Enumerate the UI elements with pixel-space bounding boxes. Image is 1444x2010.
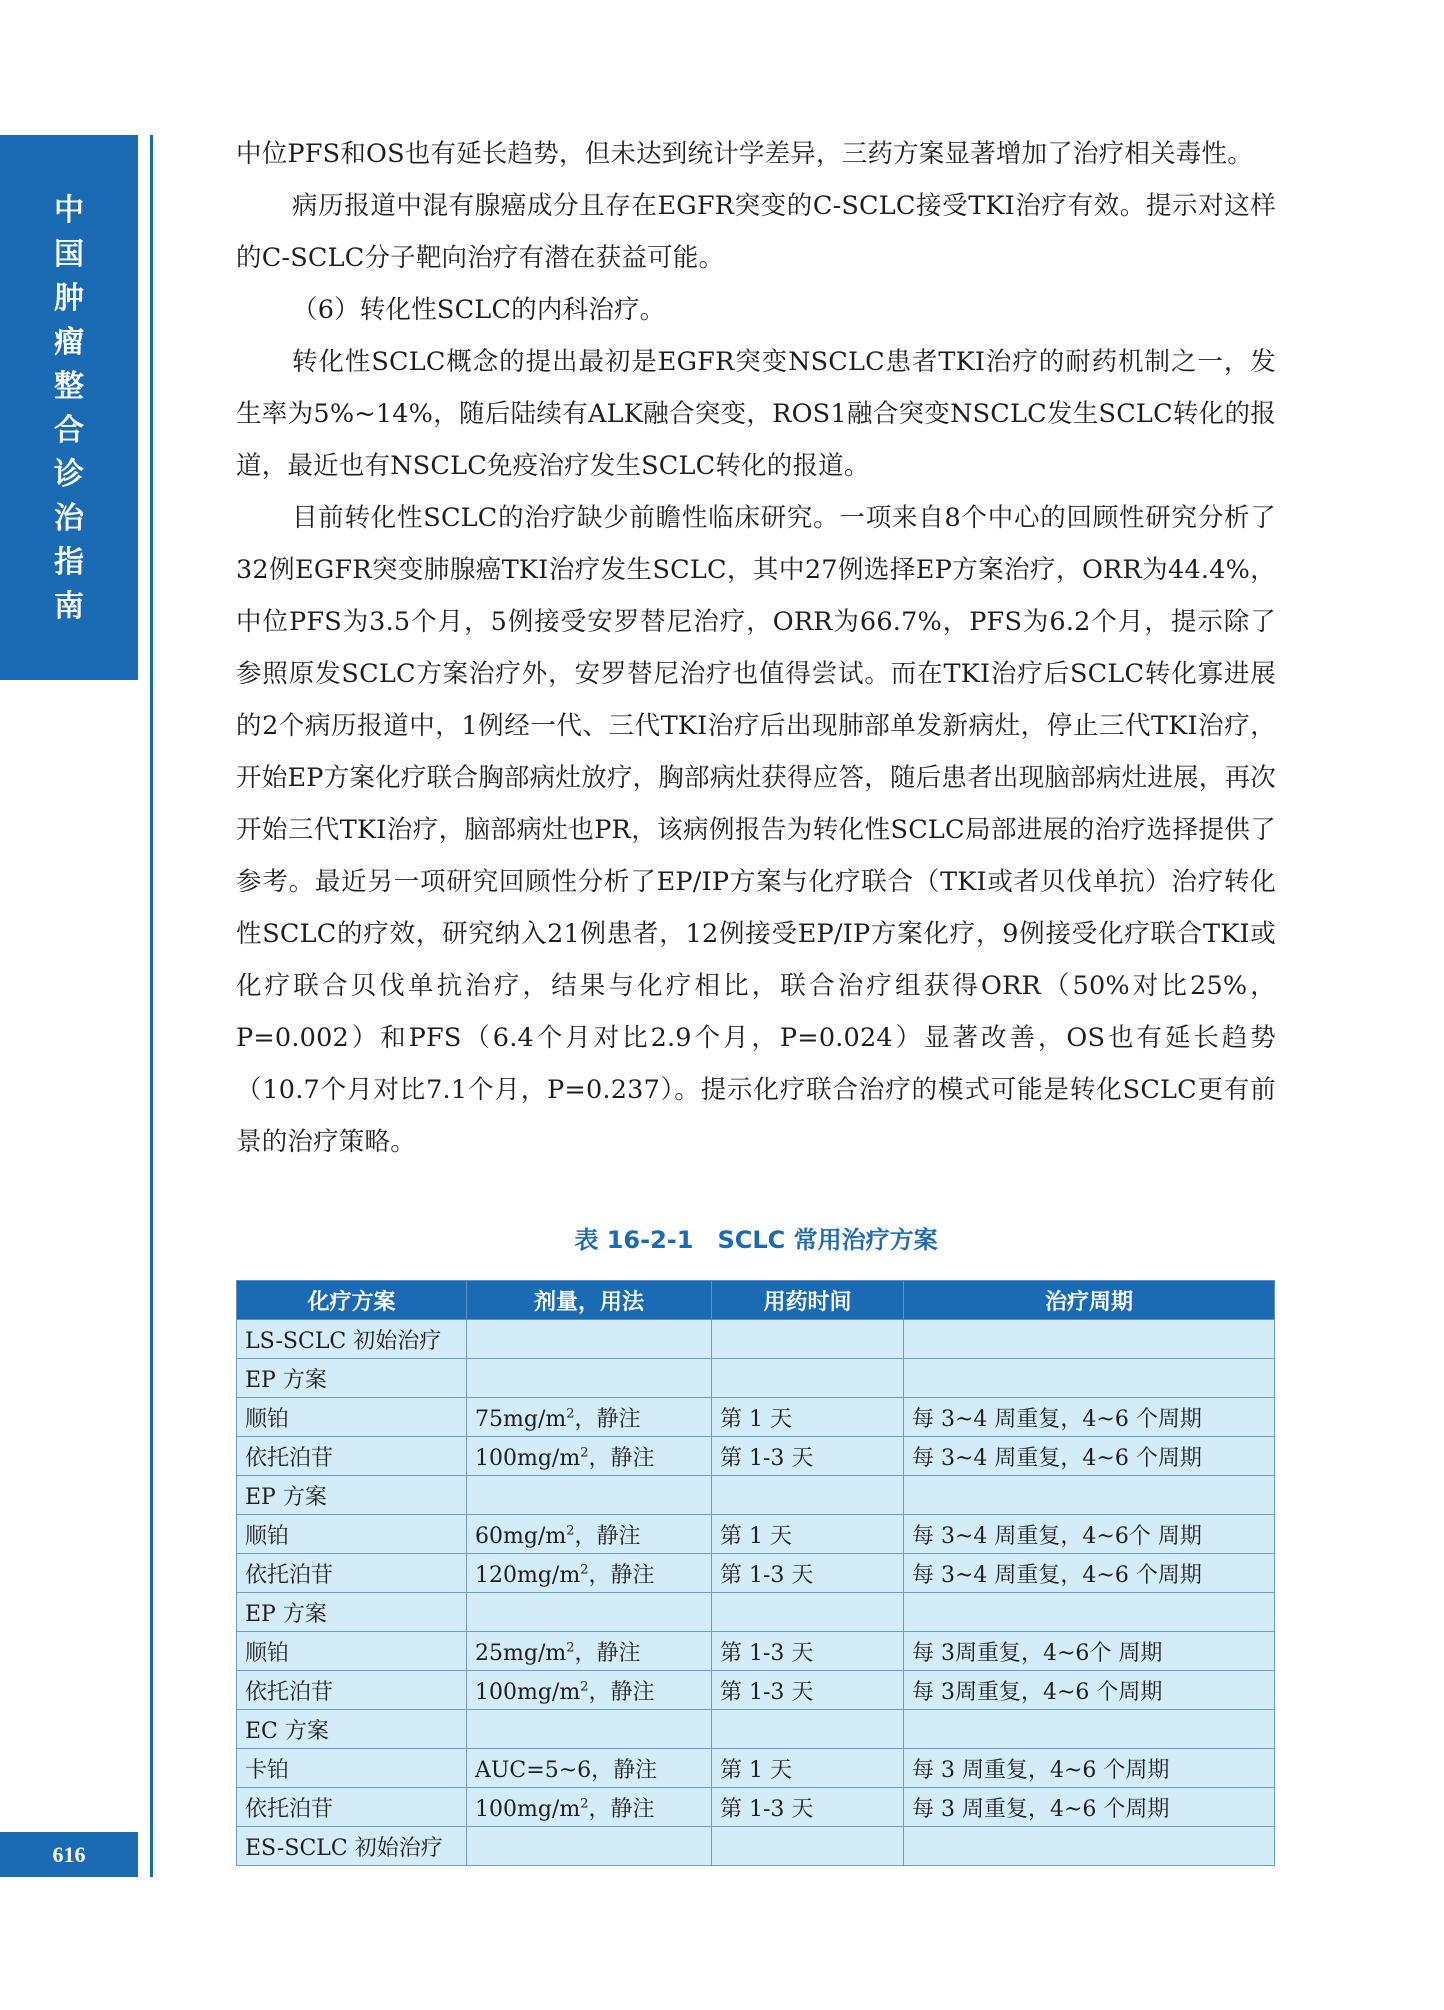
table-row <box>237 1359 1275 1398</box>
cell-cycle <box>904 1320 1275 1359</box>
cell-time: 第 1-3 天 <box>712 1437 904 1476</box>
paragraph: 病历报道中混有腺癌成分且存在EGFR突变的C-SCLC接受TKI治疗有效。提示对这样的C-SCLC分子靶向治疗有潜在获益可能。 <box>236 191 1276 273</box>
dose-route: ，静注 <box>588 1562 655 1588</box>
dose-route: ，静注 <box>574 1523 641 1549</box>
dose-value: 100mg/m <box>475 1445 581 1471</box>
cell-dose <box>467 1320 712 1359</box>
header-time: 用药时间 <box>712 1281 904 1320</box>
cell-dose <box>467 1788 712 1827</box>
table-row <box>237 1593 1275 1632</box>
dose-route: ，静注 <box>588 1445 655 1471</box>
sidebar-title-char: 国 <box>54 237 84 272</box>
sidebar-title-char: 整 <box>54 369 84 404</box>
cell-dose <box>467 1515 712 1554</box>
cell-dose <box>467 1710 712 1749</box>
dose-unit-exponent: 2 <box>580 1445 589 1461</box>
table-row <box>237 1671 1275 1710</box>
dose-unit-exponent: 2 <box>566 1523 575 1539</box>
paragraph: （6）转化性SCLC的内科治疗。 <box>292 295 666 325</box>
cell-time: 第 1 天 <box>712 1398 904 1437</box>
sidebar-title-char: 治 <box>54 501 84 536</box>
cell-dose <box>467 1593 712 1632</box>
cell-dose <box>467 1437 712 1476</box>
sidebar-title-char: 南 <box>54 589 84 624</box>
header-cycle: 治疗周期 <box>904 1281 1275 1320</box>
cell-dose <box>467 1632 712 1671</box>
dose-value: AUC=5~6，静注 <box>475 1757 658 1783</box>
cell-cycle: 每 3~4 周重复，4~6个 周期 <box>904 1515 1275 1554</box>
sidebar-title-char: 中 <box>54 193 84 228</box>
cell-time <box>712 1827 904 1866</box>
header-dose: 剂量，用法 <box>467 1281 712 1320</box>
table-row <box>237 1827 1275 1866</box>
cell-cycle <box>904 1476 1275 1515</box>
header-regimen: 化疗方案 <box>237 1281 467 1320</box>
cell-time: 第 1 天 <box>712 1749 904 1788</box>
page-number: 616 <box>0 1832 138 1877</box>
cell-regimen: 顺铂 <box>237 1398 467 1437</box>
paragraph: 目前转化性SCLC的治疗缺少前瞻性临床研究。一项来自8个中心的回顾性研究分析了32例EGFR突变肺腺癌TKI治疗发生SCLC，其中27例选择EP方案治疗，ORR为44.4%，中位PFS为3.5个月，5例接受安罗替尼治疗，ORR为66.7%，PFS为6.2个月，提示除了参照原发SCLC方案治疗外，安罗替尼治疗也值得尝试。而在TKI治疗后SCLC转化寡进展的2个病历报道中，1例经一代、三代TKI治疗后出现肺部单发新病灶，停止三代TKI治疗，开始EP方案化疗联合胸部病灶放疗，胸部病灶获得应答，随后患者出现脑部病灶进展，再次开始三代TKI治疗，脑部病灶也PR，该病例报告为转化性SCLC局部进展的治疗选择提供了参考。最近另一项研究回顾性分析了EP/IP方案与化疗联合（TKI或者贝伐单抗）治疗转化性SCLC的疗效，研究纳入21例患者，12例接受EP/IP方案化疗，9例接受化疗联合TKI或化疗联合贝伐单抗治疗，结果与化疗相比，联合治疗组获得ORR（50%对比25%，P=0.002）和PFS（6.4个月对比2.9个月，P=0.024）显著改善，OS也有延长趋势（10.7个月对比7.1个月，P=0.237）。提示化疗联合治疗的模式可能是转化SCLC更有前景的治疗策略。 <box>236 503 1276 1157</box>
cell-cycle: 每 3周重复，4~6个 周期 <box>904 1632 1275 1671</box>
cell-dose <box>467 1398 712 1437</box>
dose-route: ，静注 <box>588 1796 655 1822</box>
cell-regimen: 依托泊苷 <box>237 1554 467 1593</box>
cell-time <box>712 1593 904 1632</box>
cell-regimen: 卡铂 <box>237 1749 467 1788</box>
cell-cycle <box>904 1593 1275 1632</box>
dose-route: ，静注 <box>574 1640 641 1666</box>
cell-time: 第 1-3 天 <box>712 1788 904 1827</box>
cell-regimen: EP 方案 <box>237 1359 467 1398</box>
cell-time: 第 1-3 天 <box>712 1632 904 1671</box>
cell-cycle: 每 3 周重复，4~6 个周期 <box>904 1749 1275 1788</box>
body-text <box>236 128 1276 1168</box>
table-row <box>237 1437 1275 1476</box>
dose-value: 100mg/m <box>475 1679 581 1705</box>
sidebar-title-char: 指 <box>54 545 84 580</box>
sidebar-title-char: 合 <box>54 413 84 448</box>
paragraph: 中位PFS和OS也有延长趋势，但未达到统计学差异，三药方案显著增加了治疗相关毒性。 <box>236 139 1253 169</box>
dose-value: 25mg/m <box>475 1640 567 1666</box>
dose-route: ，静注 <box>588 1679 655 1705</box>
cell-dose <box>467 1827 712 1866</box>
cell-time: 第 1 天 <box>712 1515 904 1554</box>
cell-cycle <box>904 1710 1275 1749</box>
cell-regimen: 依托泊苷 <box>237 1437 467 1476</box>
cell-cycle: 每 3~4 周重复，4~6 个周期 <box>904 1554 1275 1593</box>
sidebar-title-tab <box>0 135 138 680</box>
cell-regimen: EP 方案 <box>237 1476 467 1515</box>
cell-dose <box>467 1359 712 1398</box>
dose-unit-exponent: 2 <box>580 1679 589 1695</box>
sidebar-title-char: 瘤 <box>54 325 84 360</box>
cell-dose <box>467 1671 712 1710</box>
cell-regimen: ES-SCLC 初始治疗 <box>237 1827 467 1866</box>
table-row <box>237 1749 1275 1788</box>
cell-regimen: LS-SCLC 初始治疗 <box>237 1320 467 1359</box>
sidebar-title-char: 肿 <box>54 281 84 316</box>
margin-rule <box>150 135 153 1877</box>
cell-regimen: 顺铂 <box>237 1632 467 1671</box>
table-row <box>237 1476 1275 1515</box>
cell-regimen: EP 方案 <box>237 1593 467 1632</box>
cell-time <box>712 1320 904 1359</box>
cell-regimen: 顺铂 <box>237 1515 467 1554</box>
table-header-row <box>237 1281 1275 1320</box>
sidebar-title-char: 诊 <box>54 457 84 492</box>
cell-regimen: 依托泊苷 <box>237 1788 467 1827</box>
dose-route: ，静注 <box>574 1406 641 1432</box>
dose-unit-exponent: 2 <box>580 1796 589 1812</box>
table-row <box>237 1554 1275 1593</box>
cell-dose <box>467 1554 712 1593</box>
cell-dose <box>467 1476 712 1515</box>
dose-unit-exponent: 2 <box>566 1406 575 1422</box>
dose-value: 60mg/m <box>475 1523 567 1549</box>
dose-unit-exponent: 2 <box>566 1640 575 1656</box>
cell-time <box>712 1359 904 1398</box>
dose-value: 120mg/m <box>475 1562 581 1588</box>
cell-time <box>712 1476 904 1515</box>
cell-regimen: EC 方案 <box>237 1710 467 1749</box>
table-row <box>237 1398 1275 1437</box>
cell-time: 第 1-3 天 <box>712 1554 904 1593</box>
cell-cycle: 每 3 周重复，4~6 个周期 <box>904 1788 1275 1827</box>
table-row <box>237 1320 1275 1359</box>
cell-cycle: 每 3~4 周重复，4~6 个周期 <box>904 1398 1275 1437</box>
cell-time: 第 1-3 天 <box>712 1671 904 1710</box>
table-row <box>237 1710 1275 1749</box>
cell-cycle <box>904 1359 1275 1398</box>
cell-cycle: 每 3周重复，4~6 个周期 <box>904 1671 1275 1710</box>
table-row <box>237 1515 1275 1554</box>
cell-dose <box>467 1749 712 1788</box>
table-row <box>237 1788 1275 1827</box>
dose-value: 100mg/m <box>475 1796 581 1822</box>
regimen-table <box>236 1280 1275 1866</box>
cell-cycle: 每 3~4 周重复，4~6 个周期 <box>904 1437 1275 1476</box>
dose-unit-exponent: 2 <box>580 1562 589 1578</box>
cell-cycle <box>904 1827 1275 1866</box>
paragraph: 转化性SCLC概念的提出最初是EGFR突变NSCLC患者TKI治疗的耐药机制之一，发生率为5%~14%，随后陆续有ALK融合突变，ROS1融合突变NSCLC发生SCLC转化的报道，最近也有NSCLC免疫治疗发生SCLC转化的报道。 <box>236 347 1276 481</box>
table-row <box>237 1632 1275 1671</box>
cell-time <box>712 1710 904 1749</box>
cell-regimen: 依托泊苷 <box>237 1671 467 1710</box>
dose-value: 75mg/m <box>475 1406 567 1432</box>
table-caption: 表 16-2-1 SCLC 常用治疗方案 <box>574 1226 938 1254</box>
